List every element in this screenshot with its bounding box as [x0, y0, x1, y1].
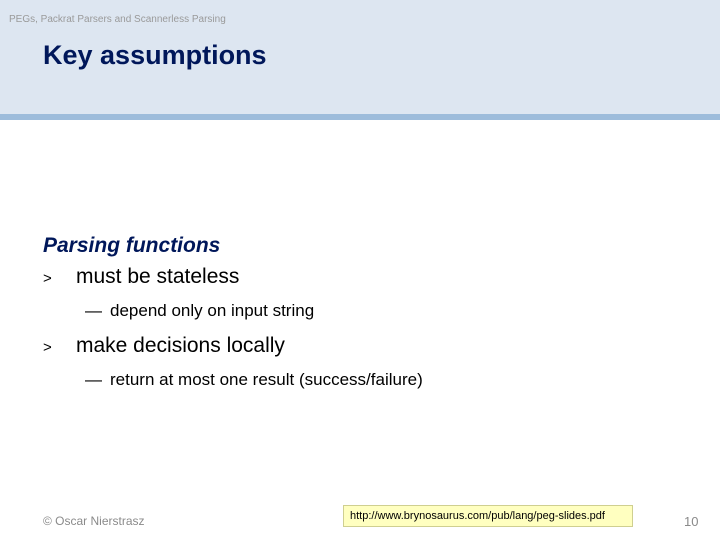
dash-marker-icon: —: [85, 301, 102, 320]
sub-bullet-item: [85, 368, 683, 392]
bullet-marker-icon: >: [43, 339, 52, 356]
sub-bullet-text: return at most one result (success/failure): [110, 370, 423, 389]
header-divider: [0, 114, 720, 120]
page-number: 10: [684, 514, 699, 529]
slide-title: Key assumptions: [43, 40, 267, 70]
sub-bullet-item: [85, 299, 683, 323]
bullet-text: must be stateless: [76, 265, 240, 288]
dash-marker-icon: —: [85, 370, 102, 389]
slide-content: [43, 233, 683, 400]
bullet-item: [43, 262, 683, 294]
section-heading: Parsing functions: [43, 234, 221, 257]
running-title: PEGs, Packrat Parsers and Scannerless Parsing: [9, 14, 226, 25]
copyright-notice: © Oscar Nierstrasz: [43, 514, 145, 528]
bullet-marker-icon: >: [43, 270, 52, 287]
source-url-link[interactable]: http://www.brynosaurus.com/pub/lang/peg-slides.pdf: [343, 505, 633, 527]
bullet-item: [43, 331, 683, 363]
bullet-text: make decisions locally: [76, 334, 285, 357]
slide-header: [0, 0, 720, 114]
sub-bullet-text: depend only on input string: [110, 301, 315, 320]
